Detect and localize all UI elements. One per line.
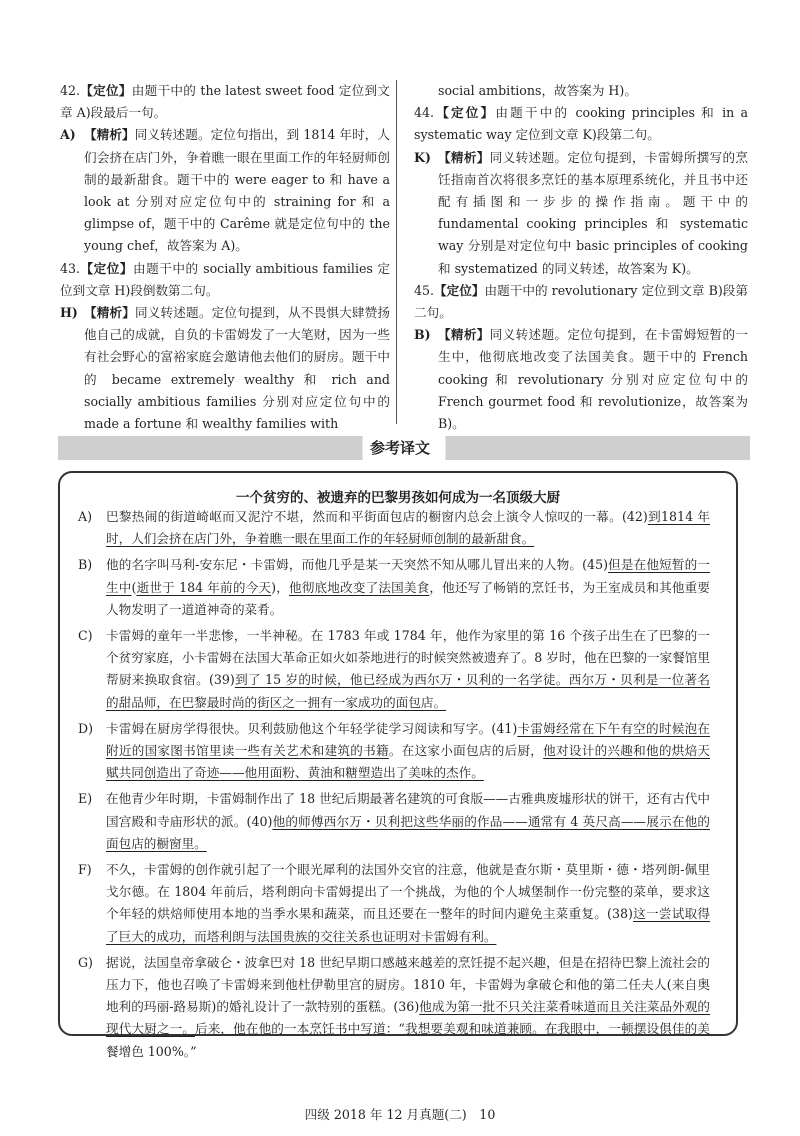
b-label: B) [414, 327, 431, 343]
a-analysis [60, 124, 390, 257]
q44-locate [414, 102, 748, 146]
q42-tag: 【定位】 [80, 83, 132, 98]
q42-locate [60, 80, 390, 124]
paragraph-d-underlined-1: 卡雷姆经常在下午有空的时候泡在附近的国家图书馆里读一些有关艺术和建筑的书籍 [106, 720, 710, 759]
k-text: 同义转述题。定位句提到，卡雷姆所撰写的烹饪指南首次将很多烹饪的基本原理系统化，并且书中还配有插图和一步步的操作指南。题干中的 fundamental cooking principles 和 systematic way 分别是对定位句中 basic principles of cooking 和 systematized 的同义转述，故答案为 K)。 [438, 149, 749, 276]
b-tag: 【精析】 [438, 327, 490, 343]
paragraph-g-text-1: 据说，法国皇帝拿破仑・波拿巴对 18 世纪早期口感越来越差的烹饪提不起兴趣，但是在招待巴黎上流社会的压力下，他也召唤了卡雷姆来到他杜伊勒里宫的厨房。1810 年，卡雷姆为拿破仑和他的第二任夫人(来自奥地利的玛丽-路易斯)的婚礼设计了一款特别的蛋糕。(36) [106, 954, 710, 1015]
paragraph-e-underlined: 他的师傅西尔万・贝利把这些华丽的作品——通常有 4 英尺高——展示在他的面包店的橱窗里。 [106, 813, 710, 851]
q43-number: 43. [60, 260, 81, 276]
paragraph-e-label: E) [78, 791, 93, 807]
q44-text: 由题干中的 cooking principles 和 in a systematic way 定位到文章 K)段第二句。 [414, 105, 748, 143]
paragraph-f-text: 不久，卡雷姆的创作就引起了一个眼光犀利的法国外交官的注意，他就是查尔斯・莫里斯・德・塔列朗-佩里戈尔德。在 1804 年前后，塔利朗向卡雷姆提出了一个挑战，为他的个人城堡制作一份完整的菜单，要求这个年轻的烘焙师使用本地的当季水果和蔬菜，而且还要在一整年的时间内避免主菜重复。(38) [106, 862, 710, 922]
k-tag: 【精析】 [438, 149, 490, 165]
a-tag: 【精析】 [84, 127, 135, 143]
paragraph-f-label: F) [78, 862, 92, 878]
h-analysis [60, 302, 390, 435]
paragraph-d-label: D) [78, 720, 94, 736]
q45-text: 由题干中的 revolutionary 定位到文章 B)段第二句。 [414, 282, 748, 321]
paragraph-b [78, 554, 710, 621]
paragraph-e-text: 在他青少年时期，卡雷姆制作出了 18 世纪后期最著名建筑的可食版——古雅典废墟形状的饼干，还有古代中国宫殿和寺庙形状的派。(40) [106, 791, 710, 829]
b-text: 同义转述题。定位句提到，在卡雷姆短暂的一生中，他彻底地改变了法国美食。题干中的 French cooking 和 revolutionary 分别对应定位句中的 French gourmet food 和 revolutionize，故答案为 B)。 [438, 327, 749, 432]
paragraph-g-text-2: 后来，他在他的一本烹饪书中写道：“我想要美观和味道兼顾。在我眼中，一顿摆设俱佳的美餐增色 100%。” [106, 1021, 710, 1059]
paragraph-e [78, 788, 710, 855]
section-header-title: 参考译文 [369, 439, 430, 457]
paragraph-b-underlined-3: 他彻底地改变了法国美食 [288, 579, 430, 595]
q45-locate [414, 280, 748, 324]
paragraph-f-underlined: 这一尝试取得了巨大的成功，而塔利朗与法国贵族的交往关系也证明对卡雷姆有利。 [106, 906, 711, 944]
paragraph-b-text-3: )， [271, 579, 289, 595]
paragraph-b-label: B) [78, 557, 93, 573]
paragraph-g-underlined: 他成为第一批不只关注菜肴味道而且关注菜品外观的现代大厨之一。 [106, 999, 710, 1037]
paragraph-a-text: 巴黎热闹的街道崎岖而又泥泞不堪，然而和平街面包店的橱窗内总会上演令人惊叹的一幕。(42) [106, 509, 648, 524]
q44-number: 44. [414, 105, 435, 121]
paragraph-d-text-1: 卡雷姆在厨房学得很快。贝利鼓励他这个年轻学徒学习阅读和写字。(41) [106, 720, 518, 736]
right-column [414, 80, 748, 435]
k-label: K) [414, 149, 431, 165]
paragraph-d-underlined-2: 他对设计的兴趣和他的烘焙天赋共同创造出了奇迹——他用面粉、黄油和糖塑造出了美味的杰作。 [106, 743, 711, 781]
translation-paragraphs [78, 506, 710, 1067]
a-text: 同义转述题。定位句指出，到 1814 年时，人们会挤在店门外，争着瞧一眼在里面工作的年轻厨师创制的最新甜食。题干中的 were eager to 和 have a look at 分别对应定位句中的 straining for 和 a glimpse of，题干中的 Carême 就是定位句中的 the young chef，故答案为 A)。 [84, 127, 391, 254]
paragraph-g-label: G) [78, 954, 93, 970]
column-divider [396, 80, 397, 424]
paragraph-c [78, 625, 710, 714]
translation-title: 一个贫穷的、被遗弃的巴黎男孩如何成为一名顶级大厨 [236, 490, 560, 506]
paragraph-c-label: C) [78, 628, 93, 644]
paragraph-c-underlined: 到了 15 岁的时候，他已经成为西尔万・贝利的一名学徒。西尔万・贝利是一位著名的甜品师，在巴黎最时尚的街区之一拥有一家成功的面包店。 [106, 672, 710, 710]
paragraph-a [78, 506, 710, 550]
paragraph-d [78, 718, 710, 785]
paragraph-d-text-2: 。在这家小面包店的后厨， [388, 743, 544, 759]
h-tag: 【精析】 [84, 305, 136, 321]
paragraph-f [78, 859, 710, 948]
h-label: H) [60, 305, 78, 321]
b-analysis [414, 324, 748, 435]
q43-text: 由题干中的 socially ambitious families 定位到文章 H)段倒数第二句。 [60, 260, 391, 298]
q42-text: 由题干中的 the latest sweet food 定位到文章 A)段最后一句。 [60, 83, 391, 121]
paragraph-a-label: A) [78, 509, 93, 524]
paragraph-b-underlined-1: 但是在他短暂的一生中 [106, 557, 710, 595]
q45-number: 45. [414, 282, 435, 298]
left-column [60, 80, 390, 435]
h-analysis-continued [414, 80, 748, 102]
q45-tag: 【定位】 [434, 282, 485, 298]
q44-tag: 【定位】 [434, 105, 496, 121]
h-cont-text: social ambitions，故答案为 H)。 [438, 83, 637, 98]
k-analysis [414, 147, 748, 280]
paragraph-b-underlined-2: 逝世于 184 年前的今天 [136, 579, 272, 595]
paragraph-b-text-1: 他的名字叫马利-安东尼・卡雷姆，而他几乎是某一天突然不知从哪儿冒出来的人物。(45) [106, 557, 608, 573]
paragraph-b-text-4: ，他还写了畅销的烹饪书，为王室成员和其他重要人物发明了一道道神奇的菜肴。 [106, 579, 711, 617]
q42-number: 42. [60, 83, 81, 98]
h-text: 同义转述题。定位句提到，从不畏惧大肆赞扬他自己的成就，自负的卡雷姆发了一大笔财，因为一些有社会野心的富裕家庭会邀请他去他们的厨房。题干中的 became extremely wealthy 和 rich and socially ambitious families 分别对应定位句中的 made a fortune 和 wealthy families with [84, 305, 391, 432]
paragraph-b-text-2: ( [131, 579, 137, 595]
page-footer: 四级 2018 年 12 月真题(二) 10 [304, 1107, 496, 1122]
q43-locate [60, 258, 390, 302]
a-label: A) [60, 127, 76, 143]
paragraph-c-text: 卡雷姆的童年一半悲惨，一半神秘。在 1783 年或 1784 年，他作为家里的第 16 个孩子出生在了巴黎的一个贫穷家庭，小卡雷姆在法国大革命正如火如荼地进行的时候突然被遗弃了。8 岁时，他在巴黎的一家餐馆里帮厨来换取食宿。(39) [106, 628, 710, 688]
q43-tag: 【定位】 [80, 260, 134, 276]
paragraph-a-underlined: 到1814 年时，人们会挤在店门外，争着瞧一眼在里面工作的年轻厨师创制的最新甜食。 [106, 509, 710, 547]
paragraph-g [78, 952, 710, 1063]
